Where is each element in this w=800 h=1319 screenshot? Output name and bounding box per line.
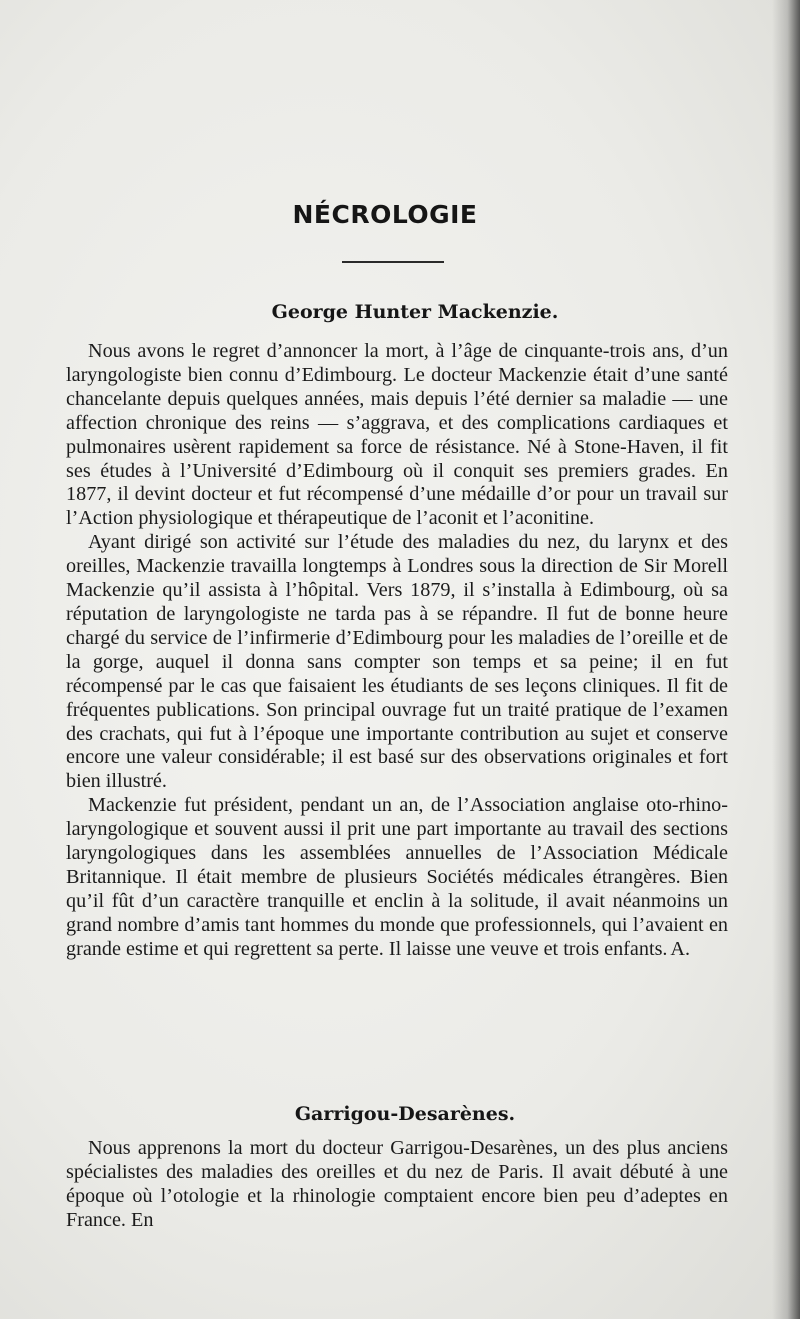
- obituary-1-signature: A.: [670, 937, 690, 960]
- page-title: NÉCROLOGIE: [292, 200, 478, 229]
- obituary-1-paragraph-2: Ayant dirigé son activité sur l’étude des maladies du nez, du larynx et des oreilles, Mackenzie travailla longtemps à Londres sous la direction de Sir Morell Mackenzie qu’il assista à l’hôpital. Vers 1879, il s’installa à Edimbourg, où sa réputation de laryngologiste ne tarda pas à se répandre. Il fut de bonne heure chargé du service de l’infirmerie d’Edimbourg pour les maladies de l’oreille et de la gorge, auquel il donna sans compter son temps et sa peine; il en fut récompensé par le cas que faisaient les étudiants de ses leçons cliniques. Il fit de fréquentes publications. Son principal ouvrage fut un traité pratique de l’examen des crachats, qui fut à l’époque une importante contribution au sujet et conserve encore une valeur considérable; il est basé sur des observations originales et fort bien illustré.: [66, 531, 728, 793]
- obituary-1-body: [66, 340, 728, 962]
- obituary-2-name: Garrigou-Desarènes.: [294, 1103, 516, 1125]
- obituary-1-paragraph-1: Nous avons le regret d’annoncer la mort, à l’âge de cinquante-trois ans, d’un laryngologiste bien connu d’Edimbourg. Le docteur Mackenzie était d’une santé chancelante depuis quelques années, mais depuis l’été dernier sa maladie — une affection chronique des reins — s’aggrava, et des complications cardiaques et pulmonaires usèrent rapidement sa force de résistance. Né à Stone-Haven, il fit ses études à l’Université d’Edimbourg où il conquit ses premiers grades. En 1877, il devint docteur et fut récompensé d’une médaille d’or pour un travail sur l’Action physiologique et thérapeutique de l’aconit et l’aconitine.: [66, 340, 728, 530]
- obituary-2-body: [66, 1137, 728, 1233]
- obituary-1-name: George Hunter Mackenzie.: [271, 301, 559, 323]
- title-divider: [342, 261, 444, 263]
- obituary-1-paragraph-3: Mackenzie fut président, pendant un an, de l’Association anglaise oto-rhino-laryngologique et souvent aussi il prit une part importante au travail des sections laryngologiques dans les assemblées annuelles de l’Association Médicale Britannique. Il était membre de plusieurs Sociétés médicales étrangères. Bien qu’il fût d’un caractère tranquille et enclin à la solitude, il avait néanmoins un grand nombre d’amis tant hommes du monde que professionnels, qui l’avaient en grande estime et qui regrettent sa perte. Il laisse une veuve et trois enfants.: [66, 794, 728, 960]
- obituary-2-paragraph-1: Nous apprenons la mort du docteur Garrigou-Desarènes, un des plus anciens spécialistes des maladies des oreilles et du nez de Paris. Il avait débuté à une époque où l’otologie et la rhinologie comptaient encore bien peu d’adeptes en France. En: [66, 1137, 728, 1231]
